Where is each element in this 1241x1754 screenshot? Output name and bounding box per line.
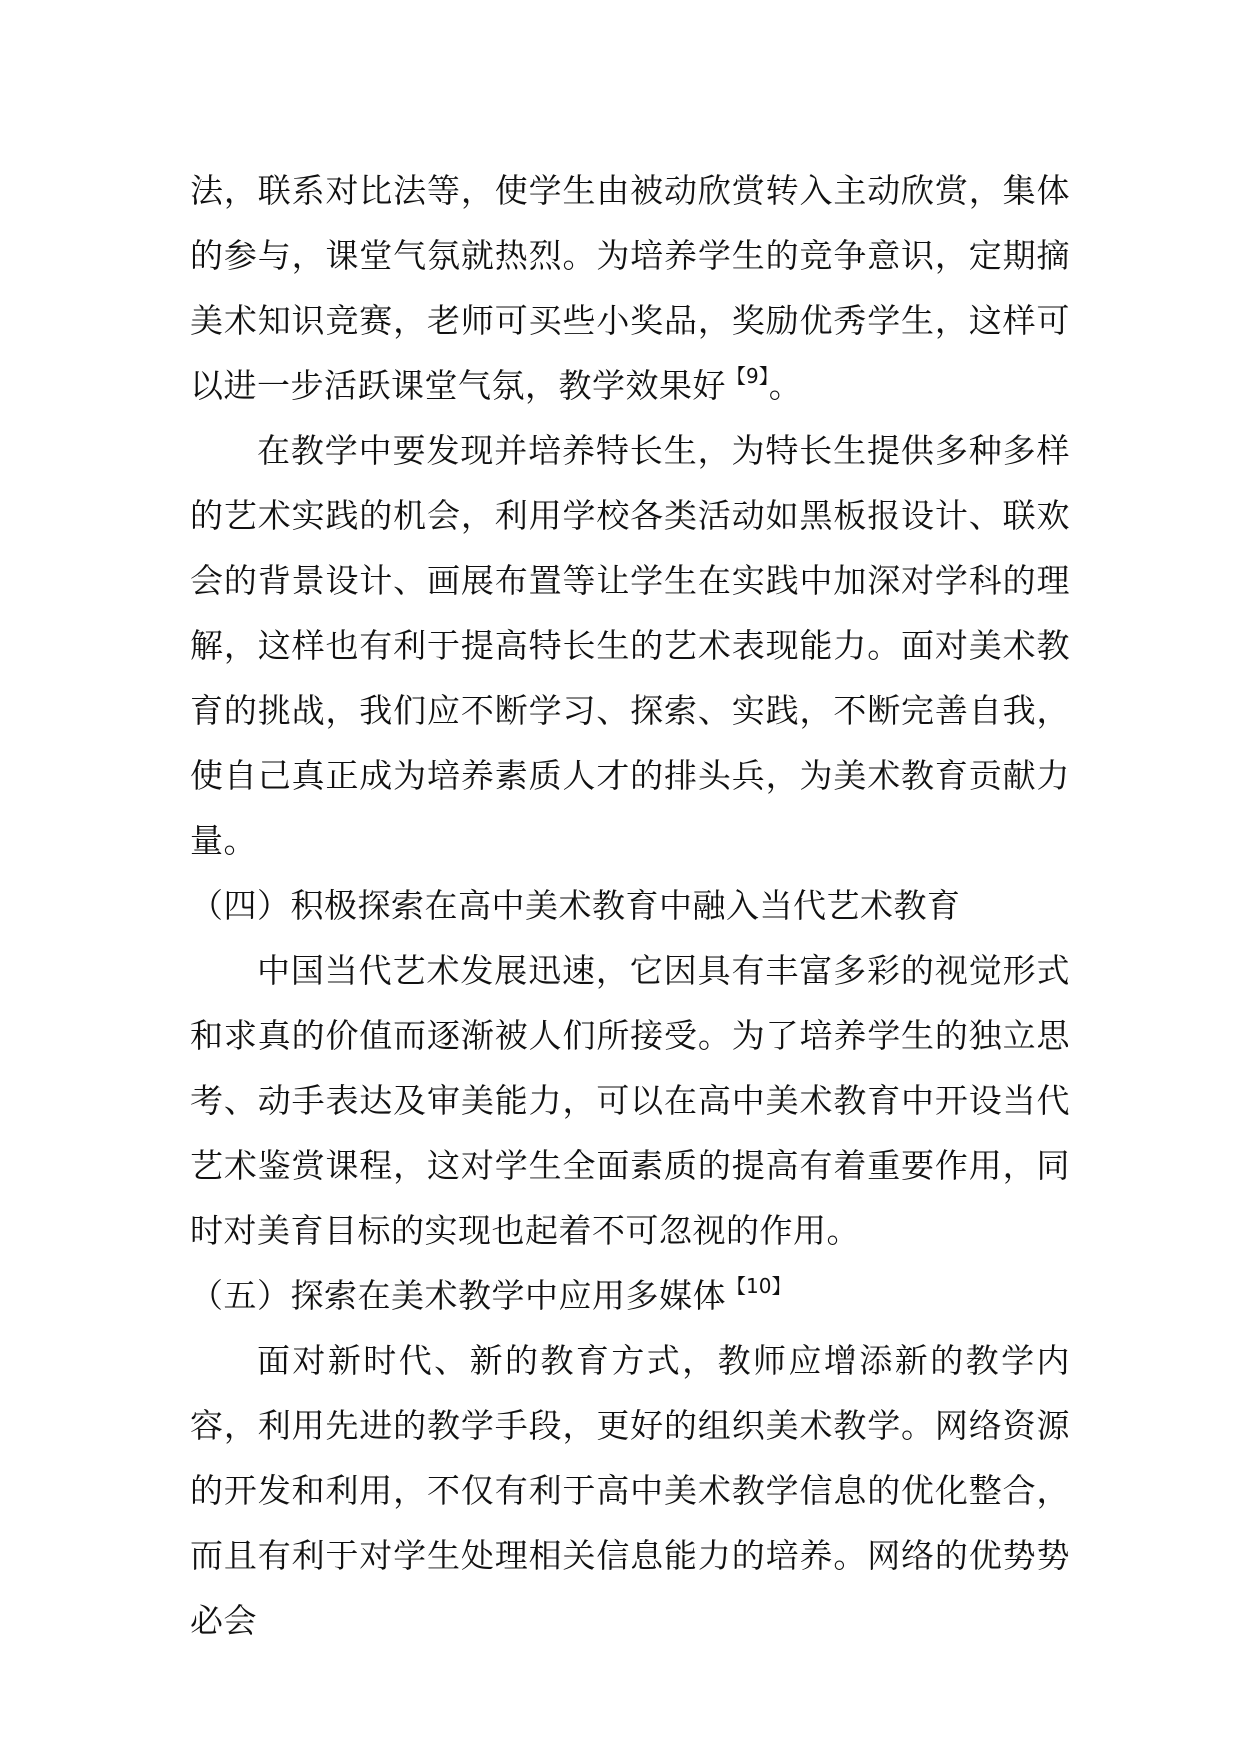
citation-marker: 【9】 [726,364,769,388]
paragraph-text: 面对新时代、新的教育方式，教师应增添新的教学内容，利用先进的教学手段，更好的组织美术教学。网络资源的开发和利用，不仅有利于高中美术教学信息的优化整合，而且有利于对学生处理相关信息能力的培养。网络的优势势必会 [190,1341,1070,1640]
document-body [190,158,1070,1653]
paragraph-special-talent [190,418,1070,873]
heading-text: （五）探索在美术教学中应用多媒体 [190,1276,726,1315]
heading-text: （四）积极探索在高中美术教育中融入当代艺术教育 [190,886,961,925]
paragraph-text: 中国当代艺术发展迅速，它因具有丰富多彩的视觉形式和求真的价值而逐渐被人们所接受。为了培养学生的独立思考、动手表达及审美能力，可以在高中美术教育中开设当代艺术鉴赏课程，这对学生全面素质的提高有着重要作用，同时对美育目标的实现也起着不可忽视的作用。 [190,951,1070,1250]
paragraph-teaching-methods [190,158,1070,418]
citation-marker: 【10】 [726,1274,792,1298]
paragraph-multimedia [190,1328,1070,1653]
paragraph-contemporary-art [190,938,1070,1263]
section-heading-5 [190,1263,1070,1328]
paragraph-tail: 。 [768,366,803,405]
paragraph-text: 法，联系对比法等，使学生由被动欣赏转入主动欣赏，集体的参与，课堂气氛就热烈。为培养学生的竞争意识，定期摘美术知识竞赛，老师可买些小奖品，奖励优秀学生，这样可以进一步活跃课堂气氛，教学效果好 [190,171,1070,405]
section-heading-4 [190,873,1070,938]
paragraph-text: 在教学中要发现并培养特长生，为特长生提供多种多样的艺术实践的机会，利用学校各类活动如黑板报设计、联欢会的背景设计、画展布置等让学生在实践中加深对学科的理解，这样也有利于提高特长生的艺术表现能力。面对美术教育的挑战，我们应不断学习、探索、实践，不断完善自我，使自己真正成为培养素质人才的排头兵，为美术教育贡献力量。 [190,431,1070,860]
